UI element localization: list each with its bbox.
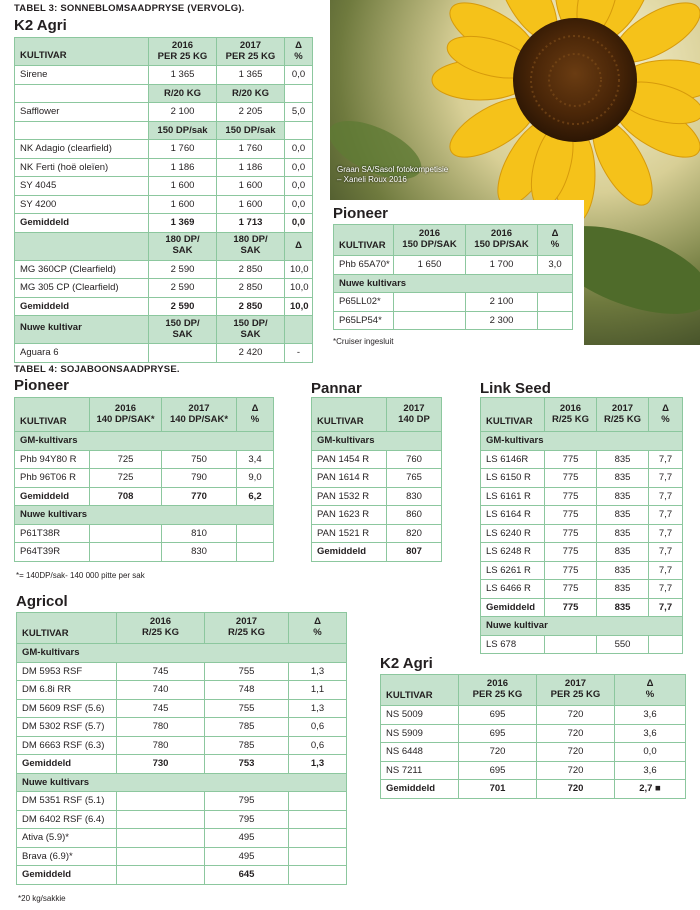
value-cell: 10,0: [285, 297, 313, 316]
cultivar-cell: SY 4045: [15, 177, 149, 196]
sunflower-price-table: [14, 37, 313, 363]
table-row: [481, 543, 683, 562]
value-cell: 7,7: [649, 598, 683, 617]
footnote: *Cruiser ingesluit: [333, 337, 394, 346]
new-cultivar-header: Nuwe kultivar 150 DP/ SAK 150 DP/ SAK: [15, 316, 313, 344]
value-cell: 3,6: [615, 724, 686, 743]
group-row: GM-kultivars: [15, 432, 274, 451]
value-cell: 708: [90, 487, 162, 506]
table-row: [481, 524, 683, 543]
value-cell: [538, 311, 573, 330]
table-row: [312, 450, 442, 469]
value-cell: 3,4: [237, 450, 274, 469]
table-row: [17, 847, 347, 866]
link-seed-table: KULTIVAR 2016 R/25 KG 2017 R/25 KG Δ % GM-kultivars LS 6146R 775 835 7,7 LS 6150 R 775 835 7,7 LS 6161 R 775 835 7,7 LS 6164 R 775 835 7,7 LS 6240 R 775 835 7,7 LS 6248 R 775 835 7,7 LS 6261 R 775 835 7,7 LS 6466 R 775 835 7,7 Gemiddeld 775 835 7,7 Nuwe kultivar LS 678 550: [480, 397, 683, 654]
value-cell: 785: [205, 718, 289, 737]
table-row: [312, 469, 442, 488]
cultivar-cell: DM 6.8i RR: [17, 681, 117, 700]
pioneer-soy-title: Pioneer: [14, 377, 70, 394]
value-cell: 775: [545, 598, 597, 617]
value-cell: 770: [162, 487, 237, 506]
value-cell: 820: [387, 524, 442, 543]
value-cell: [289, 866, 347, 885]
value-cell: 810: [162, 524, 237, 543]
value-cell: 720: [537, 761, 615, 780]
table-row: [15, 297, 313, 316]
value-cell: 835: [597, 598, 649, 617]
value-cell: [394, 293, 466, 312]
table-row: Phb 65A70* 1 650 1 700 3,0: [334, 256, 573, 275]
value-cell: 7,7: [649, 469, 683, 488]
value-cell: 3,6: [615, 706, 686, 725]
table-row: [17, 755, 347, 774]
value-cell: 725: [90, 450, 162, 469]
table-row: [312, 487, 442, 506]
value-cell: 701: [459, 780, 537, 799]
value-cell: [90, 543, 162, 562]
value-cell: 2 850: [217, 260, 285, 279]
cultivar-cell: DM 6663 RSF (6.3): [17, 736, 117, 755]
value-cell: 695: [459, 706, 537, 725]
value-cell: 775: [545, 524, 597, 543]
value-cell: 750: [162, 450, 237, 469]
cultivar-cell: Phb 96T06 R: [15, 469, 90, 488]
value-cell: [649, 635, 683, 654]
value-cell: 860: [387, 506, 442, 525]
col-kultivar: KULTIVAR: [15, 38, 149, 66]
value-cell: 720: [459, 743, 537, 762]
table-row: [481, 635, 683, 654]
k2-agri-soy-table: KULTIVAR 2016 PER 25 KG 2017 PER 25 KG Δ % NS 5009 695 720 3,6 NS 5909 695 720 3,6 NS 6448 720 720 0,0 NS 7211 695 720 3,6 Gemiddeld 701 720 2,7 ■: [380, 674, 686, 799]
cultivar-cell: PAN 1532 R: [312, 487, 387, 506]
value-cell: 1 760: [149, 140, 217, 159]
group-row: GM-kultivars: [17, 644, 347, 663]
group-row: GM-kultivars: [481, 432, 683, 451]
pannar-title: Pannar: [311, 380, 362, 397]
table-row: Safflower 2 100 2 205 5,0: [15, 103, 313, 122]
cultivar-cell: LS 6240 R: [481, 524, 545, 543]
value-cell: 755: [205, 699, 289, 718]
k2-agri-soy-title: K2 Agri: [380, 655, 433, 672]
value-cell: 2 300: [466, 311, 538, 330]
cultivar-cell: LS 6150 R: [481, 469, 545, 488]
cultivar-cell: PAN 1614 R: [312, 469, 387, 488]
value-cell: 0,0: [615, 743, 686, 762]
cultivar-cell: LS 678: [481, 635, 545, 654]
table-row: [15, 214, 313, 233]
cultivar-cell: Phb 94Y80 R: [15, 450, 90, 469]
table-row: [15, 260, 313, 279]
value-cell: 790: [162, 469, 237, 488]
value-cell: 0,0: [285, 140, 313, 159]
value-cell: 765: [387, 469, 442, 488]
table-row: [15, 487, 274, 506]
value-cell: 1 369: [149, 214, 217, 233]
value-cell: 748: [205, 681, 289, 700]
col-2016: 2016 PER 25 KG: [149, 38, 217, 66]
group-row: GM-kultivars: [312, 432, 442, 451]
value-cell: 550: [597, 635, 649, 654]
link-seed-title: Link Seed: [480, 380, 551, 397]
table-row: [481, 469, 683, 488]
agricol-title: Agricol: [16, 593, 68, 610]
cultivar-cell: P65LP54*: [334, 311, 394, 330]
value-cell: 775: [545, 561, 597, 580]
value-cell: [289, 847, 347, 866]
cultivar-cell: DM 6402 RSF (6.4): [17, 810, 117, 829]
table-row: [15, 469, 274, 488]
value-cell: 740: [117, 681, 205, 700]
cultivar-cell: LS 6146R: [481, 450, 545, 469]
cultivar-cell: DM 5953 RSF: [17, 662, 117, 681]
value-cell: 1 600: [217, 177, 285, 196]
pannar-table: KULTIVAR 2017 140 DP GM-kultivars PAN 1454 R 760 PAN 1614 R 765 PAN 1532 R 830 PAN 1623 R 860 PAN 1521 R 820 Gemiddeld 807: [311, 397, 442, 562]
value-cell: 7,7: [649, 506, 683, 525]
value-cell: 720: [537, 743, 615, 762]
col-2017: 2017 PER 25 KG: [217, 38, 285, 66]
value-cell: 2 850: [217, 279, 285, 298]
value-cell: 835: [597, 524, 649, 543]
value-cell: 730: [117, 755, 205, 774]
value-cell: 7,7: [649, 524, 683, 543]
value-cell: 775: [545, 487, 597, 506]
pioneer-sunflower-table: KULTIVAR 2016 150 DP/SAK 2016 150 DP/SAK Δ % Phb 65A70* 1 650 1 700 3,0 Nuwe kultivars P65LL02* 2 100 P65LP54* 2 300: [333, 224, 573, 330]
cultivar-cell: NS 6448: [381, 743, 459, 762]
value-cell: 775: [545, 543, 597, 562]
cultivar-cell: NK Adagio (clearfield): [15, 140, 149, 159]
cultivar-cell: Brava (6.9)*: [17, 847, 117, 866]
value-cell: 2 100: [466, 293, 538, 312]
value-cell: [538, 293, 573, 312]
value-cell: 1 600: [149, 195, 217, 214]
cultivar-cell: DM 5609 RSF (5.6): [17, 699, 117, 718]
cultivar-cell: Gemiddeld: [381, 780, 459, 799]
group-row: Nuwe kultivars: [17, 773, 347, 792]
group-row: Nuwe kultivars: [15, 506, 274, 525]
cultivar-cell: NK Ferti (hoë oleïen): [15, 158, 149, 177]
cultivar-cell: P65LL02*: [334, 293, 394, 312]
value-cell: 775: [545, 450, 597, 469]
cultivar-cell: Ativa (5.9)*: [17, 829, 117, 848]
value-cell: 795: [205, 792, 289, 811]
value-cell: [117, 847, 205, 866]
value-cell: 0,0: [285, 214, 313, 233]
value-cell: 10,0: [285, 260, 313, 279]
cultivar-cell: DM 5302 RSF (5.7): [17, 718, 117, 737]
cultivar-cell: Gemiddeld: [312, 543, 387, 562]
footnote: *= 140DP/sak- 140 000 pitte per sak: [16, 571, 145, 580]
value-cell: 0,0: [285, 195, 313, 214]
photo-credit: Graan SA/Sasol fotokompetisie – Xaneli Roux 2016: [337, 165, 449, 184]
value-cell: 775: [545, 469, 597, 488]
value-cell: 695: [459, 724, 537, 743]
cultivar-cell: Gemiddeld: [17, 755, 117, 774]
cultivar-cell: DM 5351 RSF (5.1): [17, 792, 117, 811]
value-cell: [289, 792, 347, 811]
value-cell: [117, 792, 205, 811]
table-row: [481, 506, 683, 525]
value-cell: 775: [545, 506, 597, 525]
cultivar-cell: NS 7211: [381, 761, 459, 780]
table-row: [481, 580, 683, 599]
value-cell: 7,7: [649, 543, 683, 562]
cultivar-cell: P64T39R: [15, 543, 90, 562]
value-cell: 7,7: [649, 561, 683, 580]
value-cell: 7,7: [649, 580, 683, 599]
table-row: [15, 543, 274, 562]
value-cell: 1 713: [217, 214, 285, 233]
table-row: [381, 724, 686, 743]
value-cell: [237, 543, 274, 562]
value-cell: 2 850: [217, 297, 285, 316]
table-row: [381, 706, 686, 725]
table-row: [381, 780, 686, 799]
cultivar-cell: NS 5909: [381, 724, 459, 743]
table-row: [381, 761, 686, 780]
value-cell: 2,7 ■: [615, 780, 686, 799]
group-row: Nuwe kultivars: [334, 274, 573, 293]
value-cell: 1,3: [289, 662, 347, 681]
value-cell: 1 186: [149, 158, 217, 177]
value-cell: 785: [205, 736, 289, 755]
value-cell: 0,6: [289, 736, 347, 755]
value-cell: 9,0: [237, 469, 274, 488]
table-row: [17, 866, 347, 885]
value-cell: [545, 635, 597, 654]
cultivar-cell: PAN 1454 R: [312, 450, 387, 469]
unit-row: R/20 KG R/20 KG: [15, 84, 313, 103]
value-cell: 695: [459, 761, 537, 780]
table-row: [481, 598, 683, 617]
cultivar-cell: MG 360CP (Clearfield): [15, 260, 149, 279]
value-cell: 1,3: [289, 699, 347, 718]
pioneer-title: Pioneer: [333, 205, 389, 222]
value-cell: 835: [597, 543, 649, 562]
value-cell: 6,2: [237, 487, 274, 506]
cultivar-cell: LS 6466 R: [481, 580, 545, 599]
cultivar-cell: Gemiddeld: [17, 866, 117, 885]
value-cell: 2 590: [149, 297, 217, 316]
value-cell: 780: [117, 718, 205, 737]
k2-agri-title: K2 Agri: [14, 17, 67, 34]
pioneer-soy-table: KULTIVAR 2016 140 DP/SAK* 2017 140 DP/SAK* Δ % GM-kultivars Phb 94Y80 R 725 750 3,4 Phb 96T06 R 725 790 9,0 Gemiddeld 708 770 6,2 Nuwe kultivars P61T38R 810 P64T39R 830: [14, 397, 274, 562]
value-cell: 835: [597, 469, 649, 488]
value-cell: 1 600: [149, 177, 217, 196]
table-row: [481, 487, 683, 506]
table-row: [15, 140, 313, 159]
value-cell: 835: [597, 561, 649, 580]
cultivar-cell: MG 305 CP (Clearfield): [15, 279, 149, 298]
unit-header: 180 DP/ SAK 180 DP/ SAK Δ: [15, 232, 313, 260]
value-cell: 760: [387, 450, 442, 469]
table-row: [312, 506, 442, 525]
value-cell: 645: [205, 866, 289, 885]
cultivar-cell: SY 4200: [15, 195, 149, 214]
value-cell: 1,3: [289, 755, 347, 774]
value-cell: 7,7: [649, 487, 683, 506]
table-row: [334, 293, 573, 312]
table-row: [15, 177, 313, 196]
value-cell: 835: [597, 450, 649, 469]
value-cell: [117, 866, 205, 885]
value-cell: [117, 829, 205, 848]
value-cell: [117, 810, 205, 829]
value-cell: 807: [387, 543, 442, 562]
table-row: [481, 561, 683, 580]
value-cell: 2 590: [149, 279, 217, 298]
value-cell: 720: [537, 724, 615, 743]
value-cell: 495: [205, 847, 289, 866]
value-cell: 753: [205, 755, 289, 774]
col-delta: Δ %: [285, 38, 313, 66]
value-cell: 0,6: [289, 718, 347, 737]
cultivar-cell: LS 6248 R: [481, 543, 545, 562]
group-row: Nuwe kultivar: [481, 617, 683, 636]
table-row: [481, 450, 683, 469]
cultivar-cell: Gemiddeld: [15, 297, 149, 316]
value-cell: 0,0: [285, 177, 313, 196]
value-cell: 720: [537, 780, 615, 799]
table-row: Aguara 6 2 420 -: [15, 344, 313, 363]
value-cell: 780: [117, 736, 205, 755]
value-cell: 835: [597, 580, 649, 599]
value-cell: 2 590: [149, 260, 217, 279]
table3-caption: TABEL 3: SONNEBLOMSAADPRYSE (VERVOLG).: [14, 3, 245, 14]
table-row: [17, 699, 347, 718]
value-cell: 830: [162, 543, 237, 562]
table-row: [17, 718, 347, 737]
value-cell: 0,0: [285, 158, 313, 177]
table-row: [381, 743, 686, 762]
value-cell: [289, 829, 347, 848]
table-row: [17, 792, 347, 811]
value-cell: 7,7: [649, 450, 683, 469]
cultivar-cell: LS 6261 R: [481, 561, 545, 580]
cultivar-cell: Gemiddeld: [15, 487, 90, 506]
value-cell: 755: [205, 662, 289, 681]
table-row: [15, 524, 274, 543]
cultivar-cell: Gemiddeld: [15, 214, 149, 233]
value-cell: 795: [205, 810, 289, 829]
cultivar-cell: PAN 1623 R: [312, 506, 387, 525]
agricol-table: KULTIVAR 2016 R/25 KG 2017 R/25 KG Δ % GM-kultivars DM 5953 RSF 745 755 1,3 DM 6.8i RR 740 748 1,1 DM 5609 RSF (5.6) 745 755 1,3 DM 5302 RSF (5.7) 780 785 0,6 DM 6663 RSF (6.3) 780 785 0,6 Gemiddeld 730 753 1,3 Nuwe kultivars DM 5351 RSF (5.1) 795 DM 6402 RSF (6.4) 795 Ativa (5.9)* 495 Brava (6.9)* 495 Gemiddeld 645: [16, 612, 347, 885]
value-cell: 835: [597, 506, 649, 525]
table-row: [17, 736, 347, 755]
table-row: [334, 311, 573, 330]
cultivar-cell: Gemiddeld: [481, 598, 545, 617]
footnote: *20 kg/sakkie: [18, 894, 66, 903]
cultivar-cell: PAN 1521 R: [312, 524, 387, 543]
cultivar-cell: NS 5009: [381, 706, 459, 725]
table-row: [17, 681, 347, 700]
value-cell: 725: [90, 469, 162, 488]
value-cell: 835: [597, 487, 649, 506]
value-cell: 720: [537, 706, 615, 725]
table-row: Sirene 1 365 1 365 0,0: [15, 66, 313, 85]
value-cell: 745: [117, 699, 205, 718]
value-cell: 1 600: [217, 195, 285, 214]
table-row: [15, 279, 313, 298]
value-cell: 1 186: [217, 158, 285, 177]
table-row: [17, 662, 347, 681]
value-cell: [289, 810, 347, 829]
value-cell: 3,6: [615, 761, 686, 780]
value-cell: 10,0: [285, 279, 313, 298]
value-cell: 495: [205, 829, 289, 848]
table4-caption: TABEL 4: SOJABOONSAADPRYSE.: [14, 364, 180, 375]
table-row: [312, 524, 442, 543]
value-cell: [394, 311, 466, 330]
value-cell: [90, 524, 162, 543]
value-cell: 1 760: [217, 140, 285, 159]
table-row: [17, 810, 347, 829]
value-cell: 775: [545, 580, 597, 599]
table-row: [17, 829, 347, 848]
value-cell: 1,1: [289, 681, 347, 700]
unit-row: 150 DP/sak 150 DP/sak: [15, 121, 313, 140]
value-cell: 830: [387, 487, 442, 506]
table-row: [15, 158, 313, 177]
table-row: [312, 543, 442, 562]
cultivar-cell: LS 6164 R: [481, 506, 545, 525]
cultivar-cell: LS 6161 R: [481, 487, 545, 506]
cultivar-cell: P61T38R: [15, 524, 90, 543]
value-cell: [237, 524, 274, 543]
table-row: [15, 450, 274, 469]
value-cell: 745: [117, 662, 205, 681]
table-row: [15, 195, 313, 214]
